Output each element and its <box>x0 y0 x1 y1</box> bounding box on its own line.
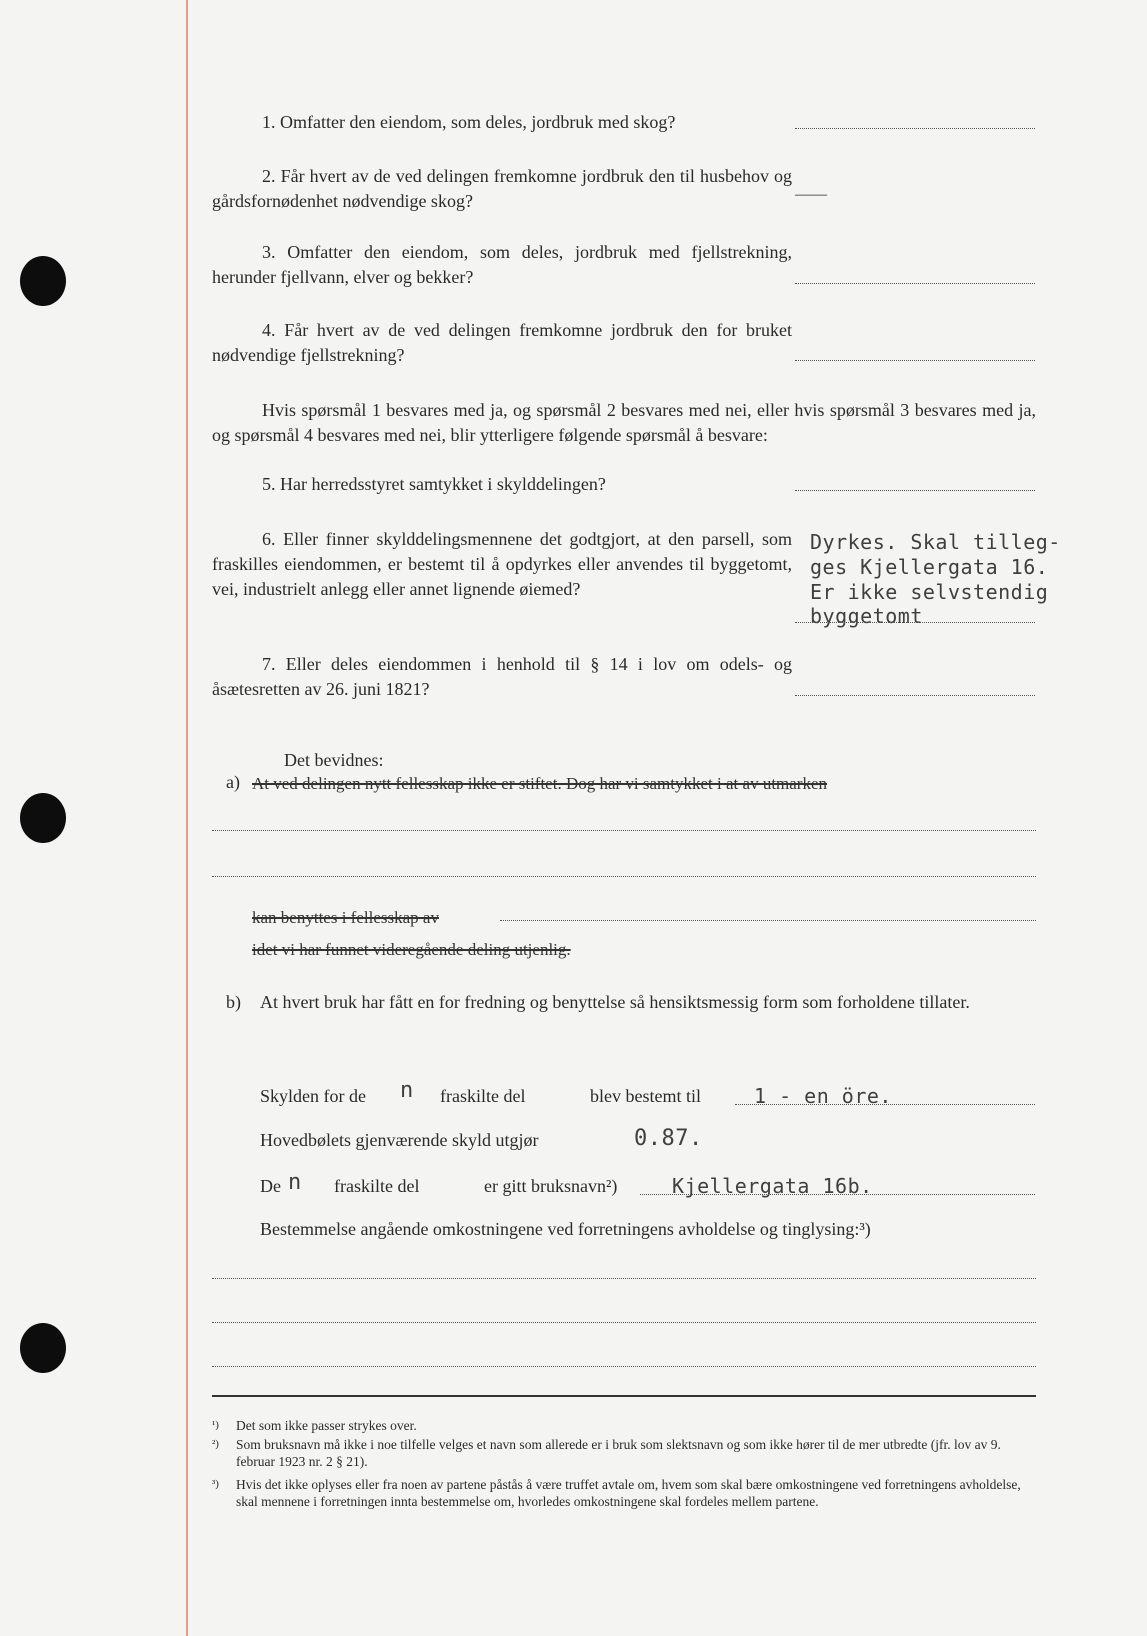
answer-6-line-1: Dyrkes. Skal tilleg- <box>810 530 1061 554</box>
question-3: 3. Omfatter den eiendom, som deles, jordbruk med fjellstrekning, herunder fjellvann, elver og bekker? <box>212 242 792 287</box>
answer-line-3 <box>795 283 1035 284</box>
den-n: n <box>288 1170 302 1195</box>
answer-line-7 <box>795 695 1035 696</box>
struck-line-2: kan benyttes i fellesskap av <box>252 908 439 927</box>
blank-line <box>212 1322 1036 1323</box>
blank-line <box>212 1366 1036 1367</box>
answer-line <box>640 1194 1035 1195</box>
answer-line-6 <box>795 622 1035 623</box>
punch-hole <box>20 256 66 306</box>
question-6: 6. Eller finner skylddelingsmennene det godtgjort, at den parsell, som fraskilles eiendommen, er bestemt til å opdyrkes eller anvendes til byggetomt, vei, industrielt anlegg eller annet lignende øiemed? <box>212 529 792 599</box>
blank-line <box>212 876 1036 877</box>
skylden-n: n <box>400 1078 414 1103</box>
footnote-rule <box>212 1395 1036 1397</box>
answer-line <box>735 1104 1035 1105</box>
answer-6-line-3: Er ikke selvstendig <box>810 580 1049 604</box>
struck-line-3: idet vi har funnet videregående deling utjenlig. <box>252 940 571 959</box>
question-2: 2. Får hvert av de ved delingen fremkomne jordbruk den til husbehov og gårdsfornødenhet nødvendige skog? <box>212 166 793 211</box>
skylden-suffix: blev bestemt til <box>590 1086 701 1106</box>
certify-label: Det bevidnes: <box>284 750 384 770</box>
item-a-struck-text: At ved delingen nytt fellesskap ikke er stiftet. Dog har vi samtykket i at av utmarken <box>252 774 828 793</box>
hoved-label: Hovedbølets gjenværende skyld utgjør <box>260 1130 539 1150</box>
blank-line <box>212 1278 1036 1279</box>
blank-line <box>212 830 1036 831</box>
item-b-text: At hvert bruk har fått en for fredning og benyttelse så hensiktsmessig form som forholdene tillater. <box>260 992 970 1012</box>
question-4: 4. Får hvert av de ved delingen fremkomne jordbruk den for bruket nødvendige fjellstrekning? <box>212 320 792 365</box>
question-1: 1. Omfatter den eiendom, som deles, jordbruk med skog? <box>262 112 676 132</box>
answer-6-line-4: byggetomt <box>810 604 923 628</box>
den-suffix: er gitt bruksnavn²) <box>484 1176 618 1196</box>
skylden-prefix: Skylden for de <box>260 1086 366 1106</box>
den-value: Kjellergata 16b. <box>672 1174 873 1198</box>
skylden-value: 1 - en öre. <box>754 1084 892 1108</box>
punch-hole <box>20 1323 66 1373</box>
conditional-paragraph: Hvis spørsmål 1 besvares med ja, og spørsmål 2 besvares med nei, eller hvis spørsmål 3 besvares med ja, og spørsmål 4 besvares med nei, blir ytterligere følgende spørsmål å besvare: <box>212 400 1036 445</box>
skylden-mid: fraskilte del <box>440 1086 526 1106</box>
footnote-1: ¹) Det som ikke passer strykes over. <box>212 1418 417 1433</box>
question-7: 7. Eller deles eiendommen i henhold til § 14 i lov om odels- og åsætesretten av 26. juni 1821? <box>212 654 793 699</box>
bestemmelse-label: Bestemmelse angående omkostningene ved forretningens avholdelse og tinglysing:³) <box>260 1219 871 1239</box>
answer-2: —— <box>795 186 827 203</box>
item-b-label: b) <box>226 992 241 1012</box>
answer-line-5 <box>795 490 1035 491</box>
hoved-value: 0.87. <box>634 1126 703 1151</box>
answer-line-4 <box>795 360 1035 361</box>
answer-line-1 <box>795 128 1035 129</box>
answer-6-line-2: ges Kjellergata 16. <box>810 555 1049 579</box>
den-mid: fraskilte del <box>334 1176 420 1196</box>
footnote-2: ²) Som bruksnavn må ikke i noe tilfelle velges et navn som allerede er i bruk som slektsnavn og som ikke hører til de mer utbredte (jfr. lov av 9. februar 1923 nr. 2 § 21). <box>212 1437 1001 1469</box>
punch-hole <box>20 793 66 843</box>
margin-line <box>186 0 188 1636</box>
footnote-3: ³) Hvis det ikke oplyses eller fra noen av partene påstås å være truffet avtale om, hvem som skal bære omkostningene ved forretningens avholdelse, skal mennene i forretningen innta bestemmelse om, hvorledes omkostningene skal fordeles mellem partene. <box>212 1477 1021 1509</box>
den-prefix: De <box>260 1176 281 1196</box>
question-5: 5. Har herredsstyret samtykket i skylddelingen? <box>262 474 606 494</box>
item-a-label: a) <box>226 772 240 792</box>
blank-line <box>500 920 1036 921</box>
